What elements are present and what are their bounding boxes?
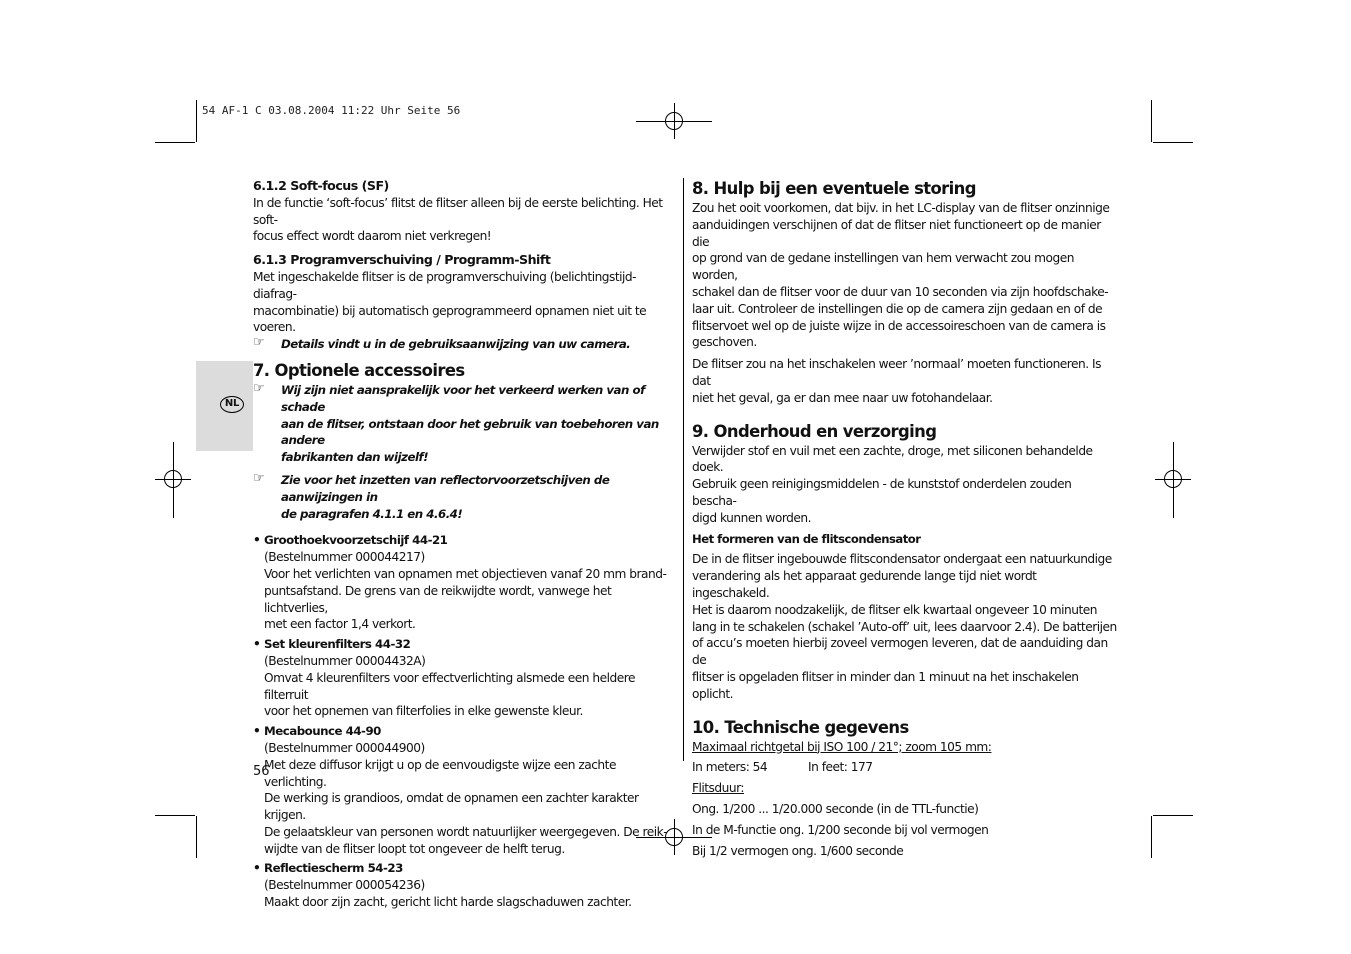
- column-divider: [683, 178, 684, 761]
- spec-meters: In meters: 54: [692, 760, 768, 775]
- spec-row: [692, 759, 1117, 776]
- crop-mark: [196, 816, 197, 858]
- crop-mark: [196, 100, 197, 142]
- paragraph-line: Gebruik geen reinigingsmiddelen - de kunststof onderdelen zouden bescha-: [692, 477, 1072, 508]
- spec-value: Bij 1/2 vermogen ong. 1/600 seconde: [692, 843, 904, 858]
- paragraph-line: op grond van de gedane instellingen van hem verwacht zou mogen worden,: [692, 251, 1074, 283]
- item-name: Mecabounce 44-90: [264, 724, 381, 739]
- paragraph-line: De in de flitser ingebouwde flitscondensator ondergaat een natuurkundige: [692, 552, 1112, 567]
- note: [253, 472, 677, 522]
- pointing-hand-icon: ☞: [253, 470, 265, 486]
- item-line: wijdte van de flitser loopt tot ongeveer de helft terug.: [264, 841, 565, 856]
- registration-line: [636, 121, 712, 122]
- note-line: Wij zijn niet aansprakelijk voor het verkeerd werken van of schade: [281, 382, 645, 414]
- paragraph-line: Met ingeschakelde flitser is de programverschuiving (belichtingstijd-diafrag-: [253, 269, 637, 301]
- paragraph-line: lang in te schakelen (schakel ’Auto-off’ uit, lees daarvoor 2.4). De batterijen: [692, 619, 1117, 634]
- item-order-number: (Bestelnummer 000044217): [264, 550, 425, 565]
- item-name: Reflectiescherm 54-23: [264, 861, 403, 876]
- page-number: 56: [253, 764, 270, 779]
- paragraph-line: De flitser zou na het inschakelen weer ’normaal’ moeten functioneren. Is dat: [692, 357, 1101, 388]
- crop-mark: [155, 142, 195, 143]
- crop-mark: [1153, 815, 1193, 816]
- spec-label: Maximaal richtgetal bij ISO 100 / 21°; zoom 105 mm:: [692, 739, 992, 754]
- list-item: [253, 532, 677, 633]
- spec-value: In de M-functie ong. 1/200 seconde bij vol vermogen: [692, 822, 989, 837]
- pointing-hand-icon: ☞: [253, 335, 265, 351]
- paragraph-line: geschoven.: [692, 335, 757, 350]
- paragraph-line: verandering als het apparaat gedurende lange tijd niet wordt ingeschakeld.: [692, 569, 1037, 600]
- item-line: Voor het verlichten van opnamen met objectieven vanaf 20 mm brand-: [264, 566, 667, 581]
- bullet: •: [253, 533, 261, 548]
- item-line: De gelaatskleur van personen wordt natuurlijker weergegeven. De reik-: [264, 824, 668, 839]
- paragraph-line: macombinatie) bij automatisch geprogrammeerd opnamen niet uit te voeren.: [253, 303, 647, 335]
- note: [253, 382, 677, 466]
- section-title: 8. Hulp bij een eventuele storing: [692, 179, 976, 198]
- paragraph-line: In de functie ‘soft-focus’ flitst de flitser alleen bij de eerste belichting. Het soft-: [253, 195, 663, 227]
- note-line: Zie voor het inzetten van reflectorvoorzetschijven de aanwijzingen in: [281, 472, 610, 504]
- registration-line: [1173, 442, 1174, 518]
- note-line: aan de flitser, ontstaan door het gebruik van toebehoren van andere: [281, 416, 659, 448]
- item-name: Set kleurenfilters 44-32: [264, 637, 411, 652]
- paragraph-line: flitser is opgeladen flitser in minder dan 1 minuut na het inschakelen oplicht.: [692, 669, 1079, 701]
- item-line: voor het opnemen van filterfolies in elke gewenste kleur.: [264, 704, 583, 719]
- item-line: De werking is grandioos, omdat de opnamen een zachter karakter krijgen.: [264, 791, 639, 823]
- paragraph-line: Zou het ooit voorkomen, dat bijv. in het LC-display van de flitser onzinnige: [692, 201, 1110, 215]
- subheading: Het formeren van de flitscondensator: [692, 531, 921, 546]
- item-order-number: (Bestelnummer 000044900): [264, 740, 425, 755]
- note-text: Details vindt u in de gebruiksaanwijzing van uw camera.: [281, 337, 631, 352]
- item-order-number: (Bestelnummer 000054236): [264, 878, 425, 893]
- crop-mark: [155, 815, 195, 816]
- list-item: [253, 723, 677, 857]
- crop-mark: [1151, 816, 1152, 858]
- registration-line: [173, 442, 174, 518]
- item-name: Groothoekvoorzetschijf 44-21: [264, 533, 448, 548]
- item-line: Maakt door zijn zacht, gericht licht harde slagschaduwen zachter.: [264, 895, 632, 910]
- item-line: puntsafstand. De grens van de reikwijdte wordt, vanwege het lichtverlies,: [264, 583, 612, 615]
- spec-feet: In feet: 177: [808, 760, 873, 775]
- crop-mark: [1151, 100, 1152, 142]
- language-badge: NL: [220, 396, 244, 413]
- left-column: [253, 178, 677, 911]
- paragraph-line: laar uit. Controleer de instellingen die op de camera zijn gedaan en of de: [692, 301, 1103, 316]
- crop-mark: [1153, 142, 1193, 143]
- paragraph-line: niet het geval, ga er dan mee naar uw fotohandelaar.: [692, 390, 993, 405]
- section-title: 9. Onderhoud en verzorging: [692, 421, 937, 441]
- section-title: 10. Technische gegevens: [692, 717, 909, 737]
- paragraph-line: aanduidingen verschijnen of dat de flitser niet functioneert op de manier die: [692, 217, 1101, 249]
- bullet: •: [253, 637, 261, 652]
- list-item: [253, 636, 677, 720]
- note-line: fabrikanten dan wijzelf!: [281, 450, 429, 465]
- spec-label: Flitsduur:: [692, 781, 744, 796]
- pointing-hand-icon: ☞: [253, 380, 265, 396]
- spec-value: Ong. 1/200 ... 1/20.000 seconde (in de TTL-functie): [692, 801, 979, 816]
- language-tab: [196, 361, 253, 451]
- paragraph-line: schakel dan de flitser voor de duur van 10 seconden via zijn hoofdschake-: [692, 284, 1109, 299]
- paragraph-line: of accu’s moeten hierbij zoveel vermogen leveren, dat de aanduiding dan de: [692, 636, 1108, 668]
- item-line: met een factor 1,4 verkort.: [264, 617, 416, 632]
- item-order-number: (Bestelnummer 00004432A): [264, 653, 426, 668]
- paragraph-line: flitservoet wel op de juiste wijze in de accessoireschoen van de camera is: [692, 318, 1106, 333]
- right-column: [692, 178, 1117, 859]
- section-heading: 6.1.2 Soft-focus (SF): [253, 178, 389, 193]
- list-item: [253, 860, 677, 910]
- note: [253, 336, 677, 353]
- section-heading: 6.1.3 Programverschuiving / Programm-Shift: [253, 252, 551, 268]
- print-slug: 54 AF-1 C 03.08.2004 11:22 Uhr Seite 56: [202, 104, 461, 117]
- paragraph-line: focus effect wordt daarom niet verkregen!: [253, 229, 492, 244]
- note-line: de paragrafen 4.1.1 en 4.6.4!: [281, 506, 463, 521]
- section-title: 7. Optionele accessoires: [253, 360, 465, 380]
- paragraph-line: digd kunnen worden.: [692, 510, 811, 525]
- item-line: Met deze diffusor krijgt u op de eenvoudigste wijze een zachte verlichting.: [264, 757, 616, 789]
- paragraph-line: Het is daarom noodzakelijk, de flitser elk kwartaal ongeveer 10 minuten: [692, 602, 1097, 617]
- item-line: Omvat 4 kleurenfilters voor effectverlichting alsmede een heldere filterruit: [264, 670, 635, 702]
- bullet: •: [253, 724, 261, 739]
- paragraph-line: Verwijder stof en vuil met een zachte, droge, met siliconen behandelde doek.: [692, 443, 1093, 475]
- bullet: •: [253, 861, 261, 876]
